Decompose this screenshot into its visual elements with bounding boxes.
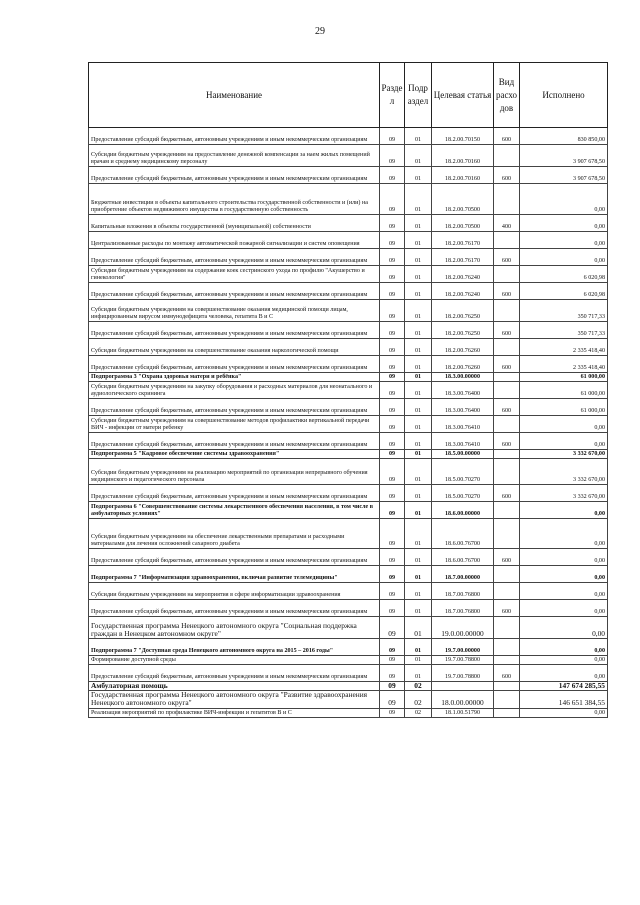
table-cell-subsection: 01 — [405, 382, 432, 399]
table-cell-subsection: 01 — [405, 566, 432, 583]
table-cell-subsection: 02 — [405, 691, 432, 708]
table-cell-executed: 0,00 — [520, 433, 608, 450]
table-cell-name: Предоставление субсидий бюджетным, автономным учреждениям и иным некоммерческим организациям — [89, 356, 380, 373]
table-cell-section: 09 — [380, 322, 405, 339]
table-cell-executed: 0,00 — [520, 600, 608, 617]
table-cell-expense-type — [494, 566, 520, 583]
table-cell-subsection: 01 — [405, 502, 432, 519]
table-cell-target-article: 18.2.00.70150 — [432, 128, 494, 145]
table-cell-expense-type — [494, 502, 520, 519]
table-row — [89, 399, 608, 416]
table-cell-executed: 350 717,33 — [520, 300, 608, 322]
table-cell-subsection: 01 — [405, 356, 432, 373]
table-cell-target-article: 18.2.00.76250 — [432, 300, 494, 322]
table-cell-subsection: 01 — [405, 232, 432, 249]
table-cell-name: Подпрограмма 5 "Кадровое обеспечение системы здравоохранения" — [89, 450, 380, 459]
table-cell-executed: 61 000,00 — [520, 373, 608, 382]
table-cell-executed: 0,00 — [520, 502, 608, 519]
table-row — [89, 450, 608, 459]
table-cell-subsection: 01 — [405, 549, 432, 566]
table-cell-target-article: 18.6.00.00000 — [432, 502, 494, 519]
table-cell-executed: 0,00 — [520, 656, 608, 665]
table-cell-subsection: 01 — [405, 433, 432, 450]
table-cell-subsection: 01 — [405, 215, 432, 232]
table-cell-target-article: 19.7.00.78800 — [432, 656, 494, 665]
table-cell-executed: 61 000,00 — [520, 382, 608, 399]
table-cell-target-article: 18.5.00.70270 — [432, 459, 494, 485]
table-row — [89, 382, 608, 399]
table-cell-name: Субсидии бюджетным учреждениям на совершенствование методов профилактики вертикальной передачи ВИЧ - инфекции от матери ребенку — [89, 416, 380, 433]
table-cell-name: Централизованные расходы по монтажу автоматической пожарной сигнализации и систем оповещения — [89, 232, 380, 249]
table-row — [89, 617, 608, 639]
table-row — [89, 708, 608, 717]
table-cell-subsection: 01 — [405, 600, 432, 617]
table-cell-target-article: 18.3.00.76410 — [432, 433, 494, 450]
table-cell-section: 09 — [380, 215, 405, 232]
header-executed: Исполнено — [520, 63, 608, 128]
table-row — [89, 145, 608, 167]
table-row — [89, 583, 608, 600]
table-cell-name: Предоставление субсидий бюджетным, автономным учреждениям и иным некоммерческим организациям — [89, 485, 380, 502]
table-cell-name: Предоставление субсидий бюджетным, автономным учреждениям и иным некоммерческим организациям — [89, 549, 380, 566]
table-cell-expense-type: 400 — [494, 215, 520, 232]
table-cell-executed: 146 651 384,55 — [520, 691, 608, 708]
table-cell-name: Предоставление субсидий бюджетным, автономным учреждениям и иным некоммерческим организациям — [89, 399, 380, 416]
table-cell-subsection: 01 — [405, 519, 432, 549]
table-cell-subsection: 01 — [405, 266, 432, 283]
table-cell-expense-type — [494, 450, 520, 459]
table-cell-name: Амбулаторная помощь — [89, 682, 380, 691]
table-cell-target-article: 18.2.00.70160 — [432, 167, 494, 184]
table-cell-name: Субсидии бюджетным учреждениям на реализацию мероприятий по организации непрерывного обучения медицинского и педагогического персонала — [89, 459, 380, 485]
table-cell-executed: 3 907 678,50 — [520, 167, 608, 184]
table-cell-name: Государственная программа Ненецкого автономного округа "Социальная поддержка граждан в Ненецком автономном округе" — [89, 617, 380, 639]
table-cell-target-article: 18.2.00.70500 — [432, 215, 494, 232]
table-row — [89, 300, 608, 322]
table-cell-section: 09 — [380, 416, 405, 433]
table-cell-target-article: 18.7.00.76800 — [432, 600, 494, 617]
table-row — [89, 656, 608, 665]
table-cell-subsection: 01 — [405, 617, 432, 639]
table-cell-target-article: 18.7.00.00000 — [432, 566, 494, 583]
table-cell-expense-type — [494, 459, 520, 485]
table-cell-section: 09 — [380, 266, 405, 283]
budget-table — [88, 62, 608, 718]
table-cell-name: Капитальные вложения в объекты государственной (муниципальной) собственности — [89, 215, 380, 232]
table-cell-target-article: 18.2.00.76260 — [432, 339, 494, 356]
table-row — [89, 600, 608, 617]
table-row — [89, 184, 608, 215]
table-cell-expense-type: 600 — [494, 485, 520, 502]
table-cell-subsection: 01 — [405, 583, 432, 600]
table-cell-section: 09 — [380, 339, 405, 356]
table-cell-section: 09 — [380, 450, 405, 459]
table-cell-target-article: 18.3.00.76410 — [432, 416, 494, 433]
table-cell-executed: 0,00 — [520, 639, 608, 656]
table-cell-name: Субсидии бюджетным учреждениям на совершенствование оказания наркологической помощи — [89, 339, 380, 356]
table-cell-section: 09 — [380, 566, 405, 583]
table-cell-expense-type: 600 — [494, 600, 520, 617]
table-row — [89, 485, 608, 502]
table-cell-executed: 0,00 — [520, 665, 608, 682]
table-cell-name: Предоставление субсидий бюджетным, автономным учреждениям и иным некоммерческим организациям — [89, 600, 380, 617]
table-row — [89, 433, 608, 450]
table-cell-executed: 0,00 — [520, 617, 608, 639]
table-cell-expense-type: 600 — [494, 665, 520, 682]
table-cell-expense-type — [494, 583, 520, 600]
table-cell-executed: 6 020,98 — [520, 266, 608, 283]
table-cell-subsection: 01 — [405, 283, 432, 300]
table-row — [89, 682, 608, 691]
table-cell-name: Предоставление субсидий бюджетным, автономным учреждениям и иным некоммерческим организациям — [89, 167, 380, 184]
table-row — [89, 519, 608, 549]
table-cell-section: 09 — [380, 600, 405, 617]
table-cell-section: 09 — [380, 184, 405, 215]
page-number: 29 — [315, 26, 325, 37]
table-header — [89, 63, 608, 128]
table-cell-expense-type — [494, 184, 520, 215]
table-cell-executed: 0,00 — [520, 519, 608, 549]
table-cell-target-article: 18.2.00.76250 — [432, 322, 494, 339]
table-cell-target-article: 19.7.00.00000 — [432, 639, 494, 656]
table-cell-subsection: 01 — [405, 373, 432, 382]
table-cell-executed: 0,00 — [520, 416, 608, 433]
table-cell-target-article: 18.5.00.00000 — [432, 450, 494, 459]
table-cell-section: 09 — [380, 399, 405, 416]
table-row — [89, 566, 608, 583]
table-cell-section: 09 — [380, 583, 405, 600]
table-cell-name: Реализация мероприятий по профилактике ВИЧ-инфекции и гепатитов В и С — [89, 708, 380, 717]
table-cell-executed: 0,00 — [520, 583, 608, 600]
table-cell-expense-type — [494, 373, 520, 382]
table-cell-executed: 2 335 418,40 — [520, 339, 608, 356]
table-cell-section: 09 — [380, 232, 405, 249]
header-name: Наименование — [89, 63, 380, 128]
table-cell-executed: 830 850,00 — [520, 128, 608, 145]
table-cell-section: 09 — [380, 485, 405, 502]
table-cell-target-article: 18.3.00.76400 — [432, 399, 494, 416]
table-row — [89, 339, 608, 356]
table-cell-section: 09 — [380, 639, 405, 656]
table-cell-subsection: 02 — [405, 708, 432, 717]
header-section: Разде л — [380, 63, 405, 128]
table-cell-executed: 3 332 670,00 — [520, 485, 608, 502]
table-cell-target-article: 18.3.00.76400 — [432, 382, 494, 399]
table-cell-executed: 0,00 — [520, 249, 608, 266]
table-cell-name: Предоставление субсидий бюджетным, автономным учреждениям и иным некоммерческим организациям — [89, 433, 380, 450]
table-cell-target-article: 18.2.00.76240 — [432, 266, 494, 283]
table-cell-expense-type — [494, 519, 520, 549]
table-cell-executed: 3 907 678,50 — [520, 145, 608, 167]
table-cell-target-article: 19.0.00.00000 — [432, 617, 494, 639]
table-cell-name: Предоставление субсидий бюджетным, автономным учреждениям и иным некоммерческим организациям — [89, 322, 380, 339]
table-cell-subsection: 01 — [405, 184, 432, 215]
header-subsection: Подр аздел — [405, 63, 432, 128]
table-cell-name: Бюджетные инвестиции в объекты капитального строительства государственной собственности и (или) на приобретение объектов недвижимого имущества в государственную собственность — [89, 184, 380, 215]
table-cell-target-article: 18.1.00.51790 — [432, 708, 494, 717]
table-row — [89, 459, 608, 485]
table-cell-name: Субсидии бюджетным учреждениям на обеспечение лекарственными препаратами и расходными материалами для лечения осложнений сахарного диабета — [89, 519, 380, 549]
table-cell-expense-type — [494, 339, 520, 356]
table-cell-executed: 61 000,00 — [520, 399, 608, 416]
table-cell-expense-type — [494, 682, 520, 691]
table-cell-expense-type: 600 — [494, 399, 520, 416]
table-cell-expense-type — [494, 300, 520, 322]
table-cell-subsection: 01 — [405, 639, 432, 656]
table-cell-target-article: 18.6.00.76700 — [432, 549, 494, 566]
table-cell-target-article: 18.2.00.70500 — [432, 184, 494, 215]
table-cell-executed: 3 332 670,00 — [520, 459, 608, 485]
table-row — [89, 249, 608, 266]
table-cell-executed: 0,00 — [520, 232, 608, 249]
table-cell-executed: 0,00 — [520, 184, 608, 215]
table-cell-executed: 350 717,33 — [520, 322, 608, 339]
table-cell-target-article: 18.2.00.76170 — [432, 232, 494, 249]
table-cell-expense-type — [494, 266, 520, 283]
table-row — [89, 502, 608, 519]
table-cell-name: Подпрограмма 7 "Доступная среда Ненецкого автономного округа на 2015 – 2016 годы" — [89, 639, 380, 656]
table-cell-subsection: 01 — [405, 416, 432, 433]
header-target-article: Целевая статья — [432, 63, 494, 128]
table-cell-target-article: 18.2.00.76240 — [432, 283, 494, 300]
table-cell-section: 09 — [380, 249, 405, 266]
table-cell-expense-type — [494, 416, 520, 433]
table-cell-expense-type — [494, 656, 520, 665]
table-cell-expense-type: 600 — [494, 283, 520, 300]
table-row — [89, 322, 608, 339]
table-cell-executed: 6 020,98 — [520, 283, 608, 300]
table-cell-expense-type — [494, 708, 520, 717]
table-cell-subsection: 01 — [405, 459, 432, 485]
table-cell-executed: 3 332 670,00 — [520, 450, 608, 459]
table-cell-target-article: 18.0.00.00000 — [432, 691, 494, 708]
table-cell-expense-type: 600 — [494, 128, 520, 145]
table-cell-expense-type: 600 — [494, 356, 520, 373]
table-cell-expense-type — [494, 639, 520, 656]
table-cell-name: Подпрограмма 7 "Информатизация здравоохранения, включая развитие телемедицины" — [89, 566, 380, 583]
table-cell-target-article: 18.3.00.00000 — [432, 373, 494, 382]
table-cell-section: 09 — [380, 459, 405, 485]
table-cell-section: 09 — [380, 617, 405, 639]
table-cell-subsection: 01 — [405, 145, 432, 167]
table-cell-subsection: 01 — [405, 167, 432, 184]
table-cell-subsection: 01 — [405, 450, 432, 459]
table-cell-section: 09 — [380, 300, 405, 322]
table-cell-executed: 0,00 — [520, 215, 608, 232]
table-row — [89, 691, 608, 708]
table-cell-expense-type: 600 — [494, 433, 520, 450]
table-cell-target-article: 18.6.00.76700 — [432, 519, 494, 549]
table-cell-subsection: 01 — [405, 300, 432, 322]
table-row — [89, 128, 608, 145]
table-cell-name: Предоставление субсидий бюджетным, автономным учреждениям и иным некоммерческим организациям — [89, 283, 380, 300]
table-row — [89, 665, 608, 682]
table-cell-target-article: 18.5.00.70270 — [432, 485, 494, 502]
table-row — [89, 167, 608, 184]
table-cell-subsection: 01 — [405, 249, 432, 266]
table-cell-executed: 147 674 285,55 — [520, 682, 608, 691]
table-cell-expense-type — [494, 691, 520, 708]
table-cell-target-article: 19.7.00.78800 — [432, 665, 494, 682]
table-cell-section: 09 — [380, 665, 405, 682]
table-row — [89, 356, 608, 373]
table-cell-name: Подпрограмма 6 "Совершенствование системы лекарственного обеспечения населения, в том числе в амбулаторных условиях" — [89, 502, 380, 519]
table-cell-section: 09 — [380, 167, 405, 184]
table-cell-section: 09 — [380, 502, 405, 519]
table-cell-section: 09 — [380, 691, 405, 708]
table-cell-section: 09 — [380, 128, 405, 145]
table-cell-subsection: 01 — [405, 656, 432, 665]
table-row — [89, 639, 608, 656]
table-cell-executed: 0,00 — [520, 549, 608, 566]
table-cell-subsection: 01 — [405, 128, 432, 145]
table-cell-target-article: 18.2.00.76170 — [432, 249, 494, 266]
table-cell-section: 09 — [380, 549, 405, 566]
table-cell-section: 09 — [380, 656, 405, 665]
table-cell-subsection: 01 — [405, 665, 432, 682]
table-cell-expense-type — [494, 145, 520, 167]
table-row — [89, 232, 608, 249]
table-cell-executed: 0,00 — [520, 566, 608, 583]
table-cell-name: Предоставление субсидий бюджетным, автономным учреждениям и иным некоммерческим организациям — [89, 665, 380, 682]
table-cell-name: Подпрограмма 3 "Охрана здоровья матери и ребёнка" — [89, 373, 380, 382]
table-cell-expense-type: 600 — [494, 249, 520, 266]
table-cell-name: Субсидии бюджетным учреждениям на содержание коек сестринского ухода по профилю "Акушерство и гинекология" — [89, 266, 380, 283]
table-row — [89, 266, 608, 283]
table-cell-target-article: 18.2.00.70160 — [432, 145, 494, 167]
table-cell-section: 09 — [380, 283, 405, 300]
table-cell-name: Субсидии бюджетным учреждениям на мероприятия в сфере информатизации здравоохранения — [89, 583, 380, 600]
table-cell-name: Субсидии бюджетным учреждениям на закупку оборудования и расходных материалов для неонатального и аудиологического скрининга — [89, 382, 380, 399]
table-cell-name: Субсидии бюджетным учреждениям на предоставление денежной компенсации за наем жилых помещений врачам и среднему медицинскому персоналу — [89, 145, 380, 167]
table-cell-subsection: 01 — [405, 485, 432, 502]
table-row — [89, 283, 608, 300]
table-cell-section: 09 — [380, 682, 405, 691]
table-row — [89, 416, 608, 433]
table-row — [89, 373, 608, 382]
table-cell-section: 09 — [380, 433, 405, 450]
table-cell-section: 09 — [380, 519, 405, 549]
table-cell-name: Государственная программа Ненецкого автономного округа "Развитие здравоохранения Ненецкого автономного округа" — [89, 691, 380, 708]
table-cell-name: Формирование доступной среды — [89, 656, 380, 665]
table-cell-expense-type — [494, 382, 520, 399]
table-cell-subsection: 02 — [405, 682, 432, 691]
table-cell-expense-type — [494, 617, 520, 639]
table-cell-expense-type: 600 — [494, 322, 520, 339]
table-cell-section: 09 — [380, 708, 405, 717]
table-row — [89, 215, 608, 232]
table-cell-target-article: 18.7.00.76800 — [432, 583, 494, 600]
table-cell-expense-type: 600 — [494, 549, 520, 566]
table-cell-section: 09 — [380, 356, 405, 373]
table-cell-section: 09 — [380, 145, 405, 167]
table-cell-subsection: 01 — [405, 322, 432, 339]
table-body — [89, 128, 608, 718]
table-cell-name: Предоставление субсидий бюджетным, автономным учреждениям и иным некоммерческим организациям — [89, 249, 380, 266]
table-cell-section: 09 — [380, 373, 405, 382]
table-cell-subsection: 01 — [405, 399, 432, 416]
table-cell-expense-type: 600 — [494, 167, 520, 184]
table-cell-name: Субсидии бюджетным учреждениям на совершенствование оказания медицинской помощи лицам, инфицированным вирусом иммунодефицита человека, гепатита В и С — [89, 300, 380, 322]
table-cell-target-article: 18.2.00.76260 — [432, 356, 494, 373]
table-cell-executed: 0,00 — [520, 708, 608, 717]
table-cell-name: Предоставление субсидий бюджетным, автономным учреждениям и иным некоммерческим организациям — [89, 128, 380, 145]
table-cell-executed: 2 335 418,40 — [520, 356, 608, 373]
table-cell-subsection: 01 — [405, 339, 432, 356]
header-expense-type: Вид расхо дов — [494, 63, 520, 128]
table-cell-target-article — [432, 682, 494, 691]
table-row — [89, 549, 608, 566]
table-cell-expense-type — [494, 232, 520, 249]
table-cell-section: 09 — [380, 382, 405, 399]
